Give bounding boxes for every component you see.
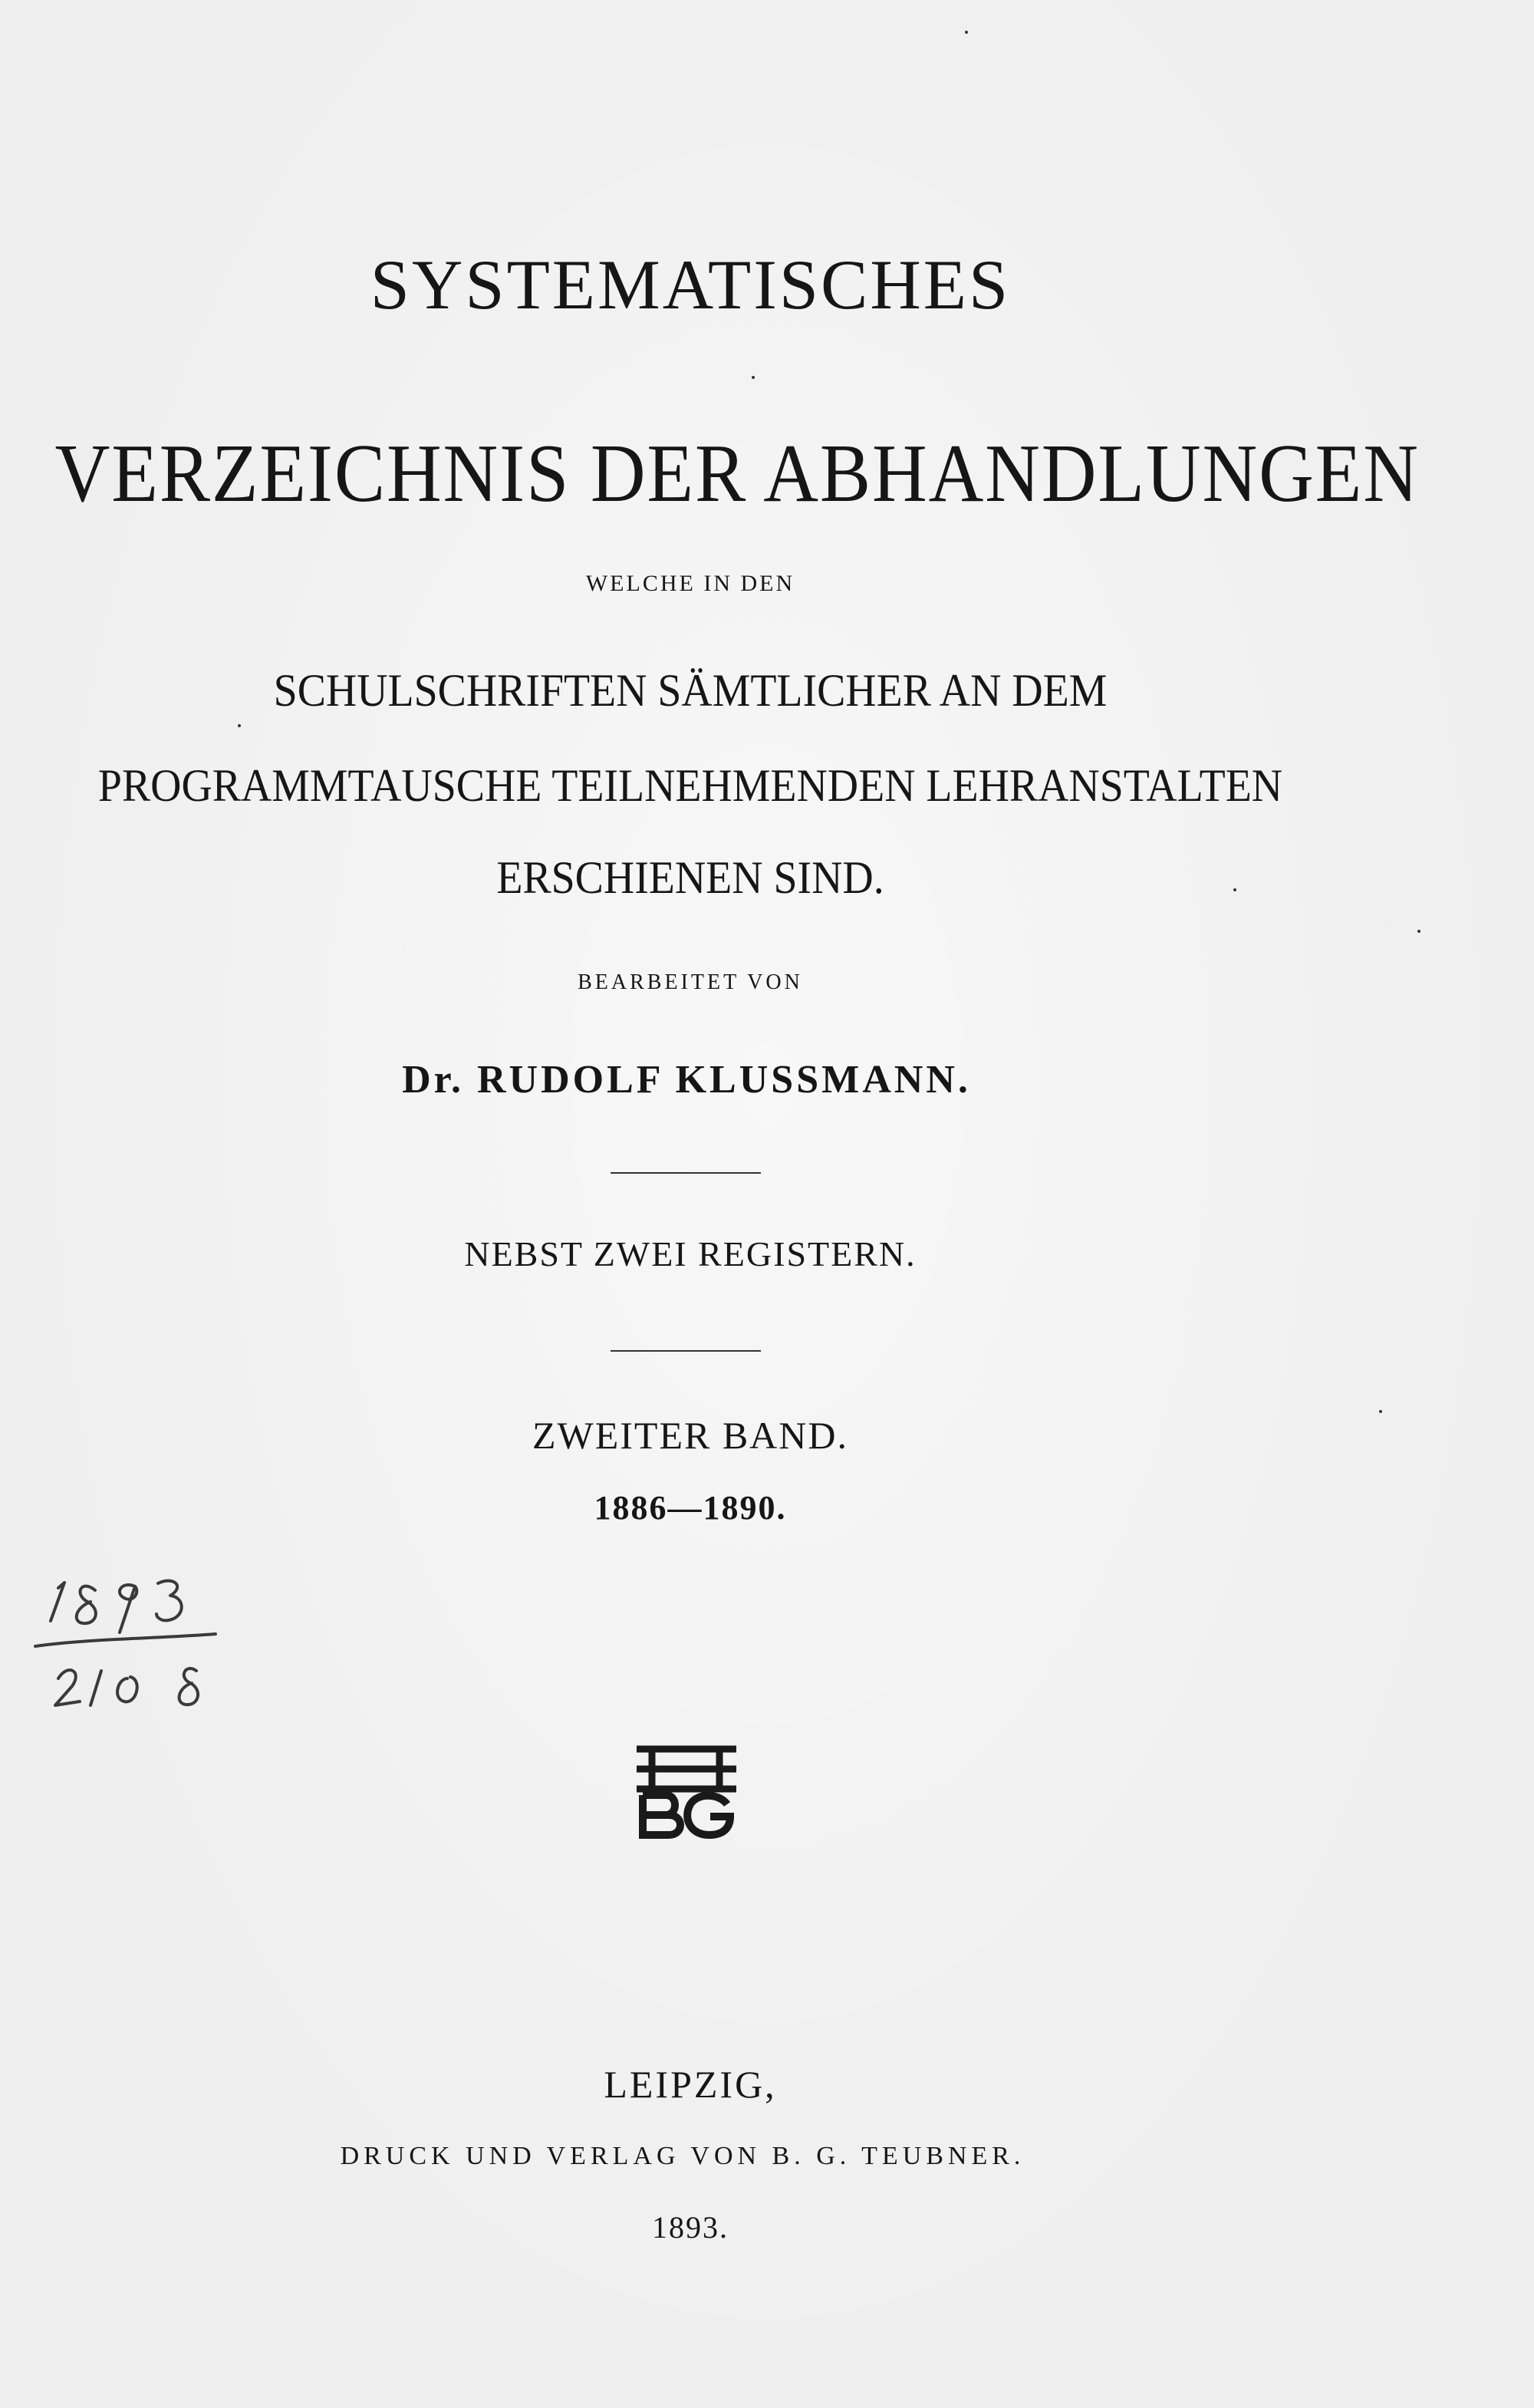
subtitle-line-3: ERSCHIENEN SIND. [496, 852, 884, 903]
imprint-publisher: DRUCK UND VERLAG VON B. G. TEUBNER. [340, 2142, 1025, 2170]
editor-prefix: BEARBEITET VON [578, 970, 803, 994]
ink-speck [1233, 888, 1236, 891]
subtitle-line-2: PROGRAMMTAUSCHE TEILNEHMENDEN LEHRANSTALTEN [97, 760, 1283, 811]
supplement-line: NEBST ZWEI REGISTERN. [464, 1234, 917, 1273]
ink-speck [965, 31, 968, 34]
subtitle-connector: WELCHE IN DEN [585, 571, 795, 596]
divider-rule [611, 1172, 761, 1174]
title-line-2: VERZEICHNIS DER ABHANDLUNGEN [54, 428, 1420, 519]
volume-label: ZWEITER BAND. [532, 1414, 849, 1457]
editor-name: Dr. RUDOLF KLUSSMANN. [402, 1058, 971, 1102]
ink-speck [1379, 1410, 1382, 1413]
ink-speck [238, 724, 241, 727]
handwritten-shelf-note [28, 1548, 227, 1724]
divider-rule [611, 1350, 761, 1352]
publisher-monogram-logo [629, 1741, 744, 1841]
ink-speck [752, 376, 755, 379]
subtitle-line-1: SCHULSCHRIFTEN SÄMTLICHER AN DEM [273, 665, 1108, 716]
imprint-year: 1893. [652, 2210, 729, 2245]
volume-years: 1886—1890. [594, 1489, 787, 1527]
imprint-city: LEIPZIG, [604, 2063, 777, 2106]
ink-speck [1417, 930, 1420, 933]
title-line-1: SYSTEMATISCHES [370, 245, 1011, 324]
